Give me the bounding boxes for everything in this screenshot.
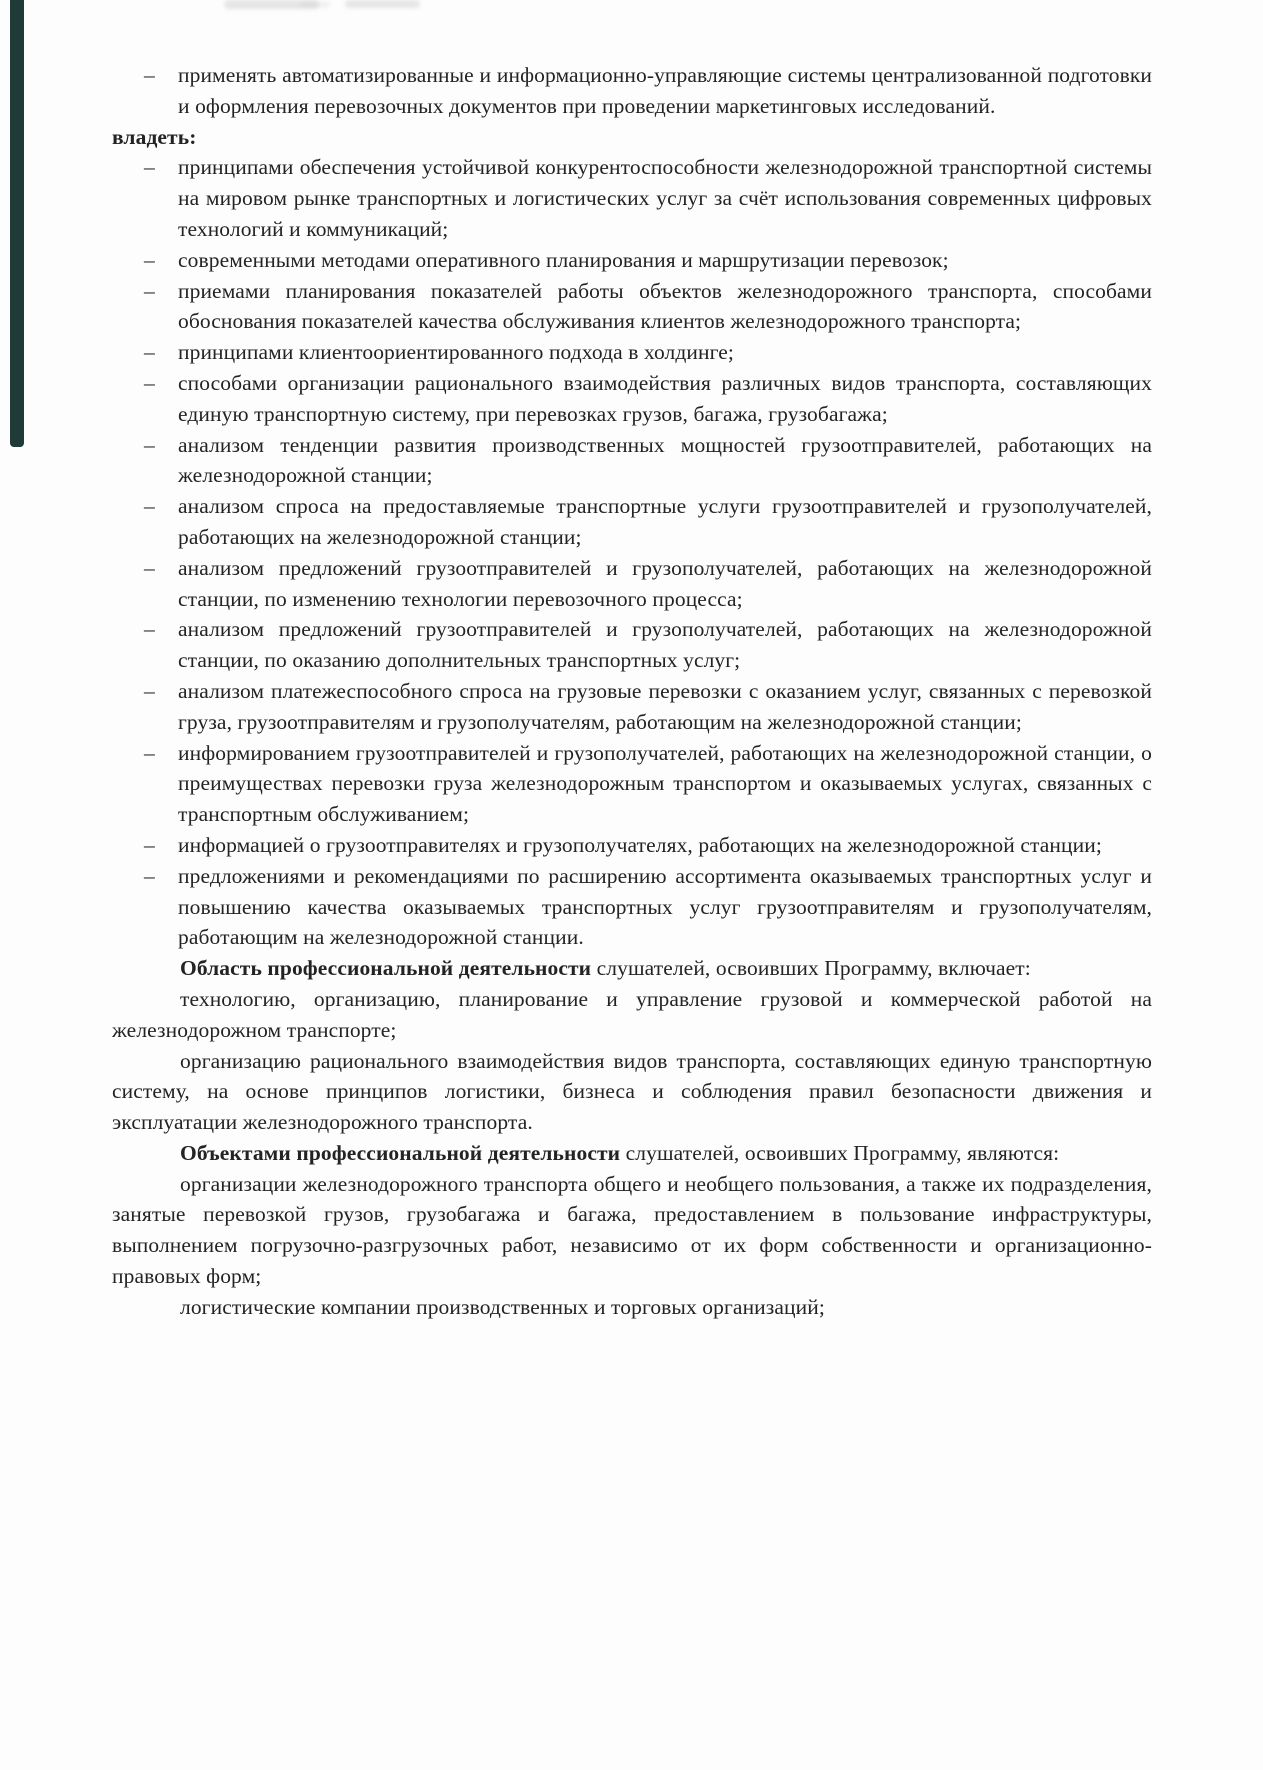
list-item: [112, 245, 1152, 276]
list-item: [112, 491, 1152, 553]
list-item-text: анализом тенденции развития производственных мощностей грузоотправителей, работающих на железнодорожной станции;: [178, 432, 1152, 488]
list-item-text: принципами обеспечения устойчивой конкурентоспособности железнодорожной транспортной системы на мировом рынке транспортных и логистических услуг за счёт использования современных цифровых технологий и коммуникаций;: [178, 155, 1152, 241]
dash-bullet: –: [144, 555, 155, 580]
closing-paragraphs: [112, 953, 1152, 1323]
list-item: [112, 738, 1152, 830]
dash-bullet: –: [144, 678, 155, 703]
paragraph: [112, 1292, 1152, 1323]
list-item: [112, 430, 1152, 492]
list-item-text: применять автоматизированные и информационно-управляющие системы централизованной подготовки и оформления перевозочных документов при проведении маркетинговых исследований.: [178, 63, 1152, 118]
dash-bullet: –: [144, 863, 155, 888]
dash-bullet: –: [144, 617, 155, 642]
list-item: [112, 276, 1152, 338]
dash-bullet: –: [144, 432, 155, 457]
dash-bullet: –: [144, 370, 155, 395]
paragraph-bold-lead: Объектами профессиональной деятельности: [180, 1140, 621, 1165]
scan-edge-artifact: [10, 0, 24, 447]
document-content: [112, 60, 1152, 1323]
scan-smudge: [345, 0, 420, 8]
dash-bullet: –: [144, 155, 155, 180]
dash-bullet: –: [144, 340, 155, 365]
paragraph-text: организации железнодорожного транспорта общего и необщего пользования, а также их подразделения, занятые перевозкой грузов, грузобагажа и багажа, предоставлением в пользование инфраструктуры, выполнением погрузочно-разгрузочных работ, независимо от их форм собственности и организационно-правовых форм;: [112, 1171, 1152, 1289]
list-item: [112, 368, 1152, 430]
list-item-text: анализом платежеспособного спроса на грузовые перевозки с оказанием услуг, связанных с перевозкой груза, грузоотправителям и грузополучателям, работающим на железнодорожной станции;: [178, 678, 1152, 734]
list-item: [112, 676, 1152, 738]
paragraph-text: логистические компании производственных и торговых организаций;: [180, 1294, 825, 1319]
list-item-text: анализом спроса на предоставляемые транспортные услуги грузоотправителей и грузополучателей, работающих на железнодорожной станции;: [178, 494, 1152, 549]
paragraph-text: организацию рационального взаимодействия видов транспорта, составляющих единую транспортную систему, на основе принципов логистики, бизнеса и соблюдения правил безопасности движения и эксплуатации железнодорожного транспорта.: [112, 1048, 1152, 1135]
vladet-heading: владеть:: [112, 124, 197, 149]
list-item-text: информацией о грузоотправителях и грузополучателях, работающих на железнодорожной станции;: [178, 832, 1102, 857]
list-item: [112, 152, 1152, 244]
dash-bullet: –: [144, 832, 155, 857]
intro-dash-list: [112, 60, 1152, 122]
list-item: [112, 337, 1152, 368]
dash-bullet: –: [144, 247, 155, 272]
vladet-skills-list: [112, 152, 1152, 953]
list-item: [112, 830, 1152, 861]
paragraph: [112, 984, 1152, 1046]
list-item-text: анализом предложений грузоотправителей и грузополучателей, работающих на железнодорожной станции, по оказанию дополнительных транспортных услуг;: [178, 617, 1152, 673]
paragraph-text: слушателей, освоивших Программу, являются:: [620, 1140, 1060, 1165]
paragraph-text: слушателей, освоивших Программу, включает:: [591, 956, 1031, 981]
list-item: [112, 60, 1152, 122]
list-item: [112, 553, 1152, 615]
list-item-text: предложениями и рекомендациями по расширению ассортимента оказываемых транспортных услуг и повышению качества оказываемых транспортных услуг грузоотправителям и грузополучателям, работающим на железнодорожной станции.: [178, 863, 1152, 950]
list-item-text: современными методами оперативного планирования и маршрутизации перевозок;: [178, 247, 949, 272]
list-item: [112, 614, 1152, 676]
paragraph-text: технологию, организацию, планирование и управление грузовой и коммерческой работой на железнодорожном транспорте;: [112, 986, 1152, 1042]
dash-bullet: –: [144, 494, 155, 519]
list-item-text: принципами клиентоориентированного подхода в холдинге;: [178, 340, 734, 365]
list-item-text: информированием грузоотправителей и грузополучателей, работающих на железнодорожной станции, о преимуществах перевозки груза железнодорожным транспортом и оказываемых услугах, связанных с транспортным обслуживанием;: [178, 740, 1152, 827]
paragraph: [112, 1169, 1152, 1292]
list-item-text: приемами планирования показателей работы объектов железнодорожного транспорта, способами обоснования показателей качества обслуживания клиентов железнодорожного транспорта;: [178, 278, 1152, 334]
paragraph: [112, 953, 1152, 984]
scan-smudge: [300, 2, 330, 7]
list-item-text: анализом предложений грузоотправителей и грузополучателей, работающих на железнодорожной станции, по изменению технологии перевозочного процесса;: [178, 555, 1152, 611]
dash-bullet: –: [144, 740, 155, 765]
paragraph: [112, 1138, 1152, 1169]
dash-bullet: –: [144, 278, 155, 303]
list-item: [112, 861, 1152, 953]
paragraph-bold-lead: Область профессиональной деятельности: [180, 956, 592, 981]
paragraph: [112, 1046, 1152, 1138]
dash-bullet: –: [144, 63, 155, 87]
list-item-text: способами организации рационального взаимодействия различных видов транспорта, составляющих единую транспортную систему, при перевозках грузов, багажа, грузобагажа;: [178, 370, 1152, 426]
